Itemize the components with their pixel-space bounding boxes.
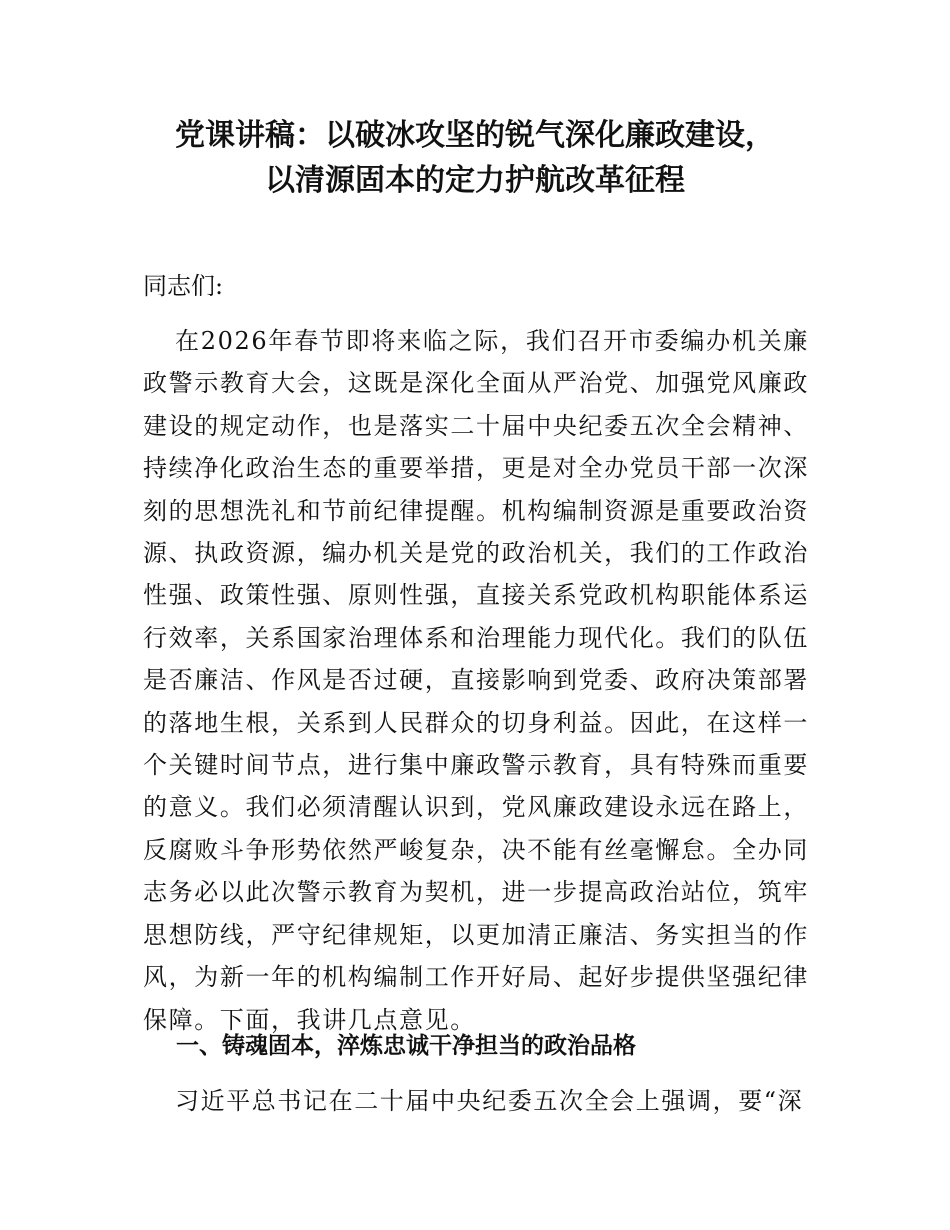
document-title-line-1: 党课讲稿：以破冰攻坚的锐气深化廉政建设，: [175, 118, 775, 153]
document-title-line-2: 以清源固本的定力护航改革征程: [265, 163, 685, 198]
salutation: 同志们:: [143, 272, 224, 300]
body-paragraph-2: 习近平总书记在二十届中央纪委五次全会上强调，要“深: [175, 1087, 804, 1115]
body-paragraph-1: 在2026年春节即将来临之际，我们召开市委编办机关廉政警示教育大会，这既是深化全面从严治党、加强党风廉政建设的规定动作，也是落实二十届中央纪委五次全会精神、持续净化政治生态的重要举措，更是对全办党员干部一次深刻的思想洗礼和节前纪律提醒。机构编制资源是重要政治资源、执政资源，编办机关是党的政治机关，我们的工作政治性强、政策性强、原则性强，直接关系党政机构职能体系运行效率，关系国家治理体系和治理能力现代化。我们的队伍是否廉洁、作风是否过硬，直接影响到党委、政府决策部署的落地生根，关系到人民群众的切身利益。因此，在这样一个关键时间节点，进行集中廉政警示教育，具有特殊而重要的意义。我们必须清醒认识到，党风廉政建设永远在路上，反腐败斗争形势依然严峻复杂，决不能有丝毫懈怠。全办同志务必以此次警示教育为契机，进一步提高政治站位，筑牢思想防线，严守纪律规矩，以更加清正廉洁、务实担当的作风，为新一年的机构编制工作开好局、起好步提供坚强纪律保障。下面，我讲几点意见。: [143, 327, 809, 1034]
section-heading-1: 一、铸魂固本，淬炼忠诚干净担当的政治品格: [176, 1033, 636, 1059]
